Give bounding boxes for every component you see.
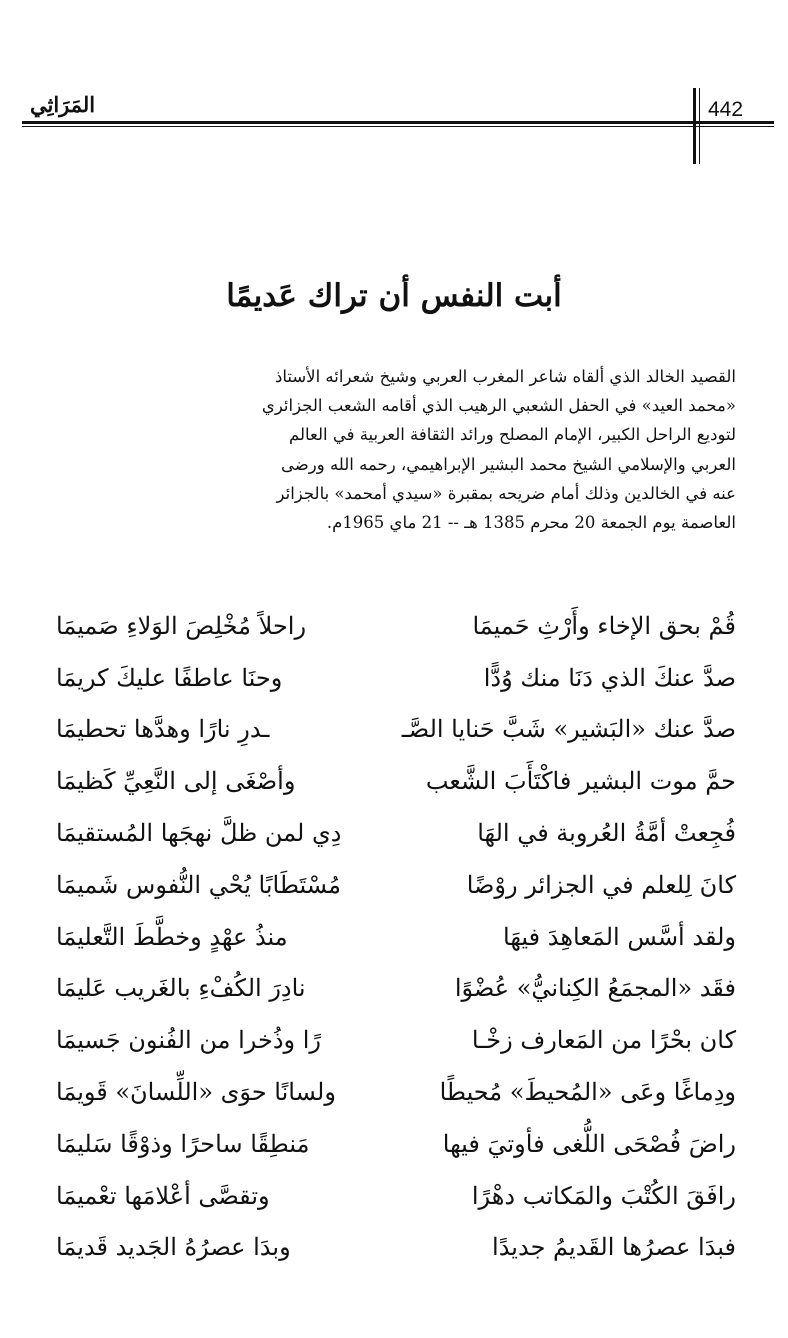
verse <box>56 911 736 963</box>
verse-first-hemistich: كان بحْرًا من المَعارف زخْـا <box>471 1026 736 1055</box>
verse-first-hemistich: ودِماغًا وعَى «المُحيطَ» مُحيطًا <box>439 1078 736 1107</box>
verse-first-hemistich: رافَقَ الكُتْبَ والمَكاتب دهْرًا <box>471 1181 736 1210</box>
intro-line: عنه في الخالدين وذلك أمام ضريحه بمقبرة «سيدي أمحمد» بالجزائر <box>276 483 736 503</box>
verse <box>56 859 736 911</box>
intro-line: لتوديع الراحل الكبير، الإمام المصلح ورائد الثقافة العربية في العالم <box>288 425 736 445</box>
verse <box>56 807 736 859</box>
verse-second-hemistich: ولسانًا حوَى «اللِّسانَ» قَويمَا <box>56 1078 336 1107</box>
verse <box>56 1170 736 1222</box>
verse <box>56 1066 736 1118</box>
verse <box>56 704 736 756</box>
poem-introduction <box>46 362 736 537</box>
header-vertical-rule-thick <box>693 88 696 164</box>
verse-second-hemistich: مُسْتَطَابًا يُحْي النُّفوس شَميمَا <box>56 870 342 899</box>
verse <box>56 652 736 704</box>
header-rule-thick <box>22 121 774 124</box>
poem-verses <box>56 600 736 1273</box>
verse-second-hemistich: وتقصَّى أعْلامَها تعْميمَا <box>56 1181 270 1210</box>
page-number: 442 <box>708 98 744 121</box>
header-rule-thin <box>22 126 774 127</box>
verse-first-hemistich: صدَّ عنك «البَشير» شَبَّ حَنايا الصَّـ <box>401 715 736 744</box>
verse-first-hemistich: فبدَا عصرُها القَديمُ جديدًا <box>492 1233 736 1262</box>
verse-second-hemistich: منذُ عهْدٍ وخطَّطَ التَّعليمَا <box>56 922 288 951</box>
verse-second-hemistich: دِي لمن ظلَّ نهجَها المُستقيمَا <box>56 819 342 848</box>
poem-title: أبت النفس أن تراك عَديمًا <box>226 278 562 314</box>
verse-first-hemistich: ولقد أسَّس المَعاهِدَ فيهَا <box>503 922 736 951</box>
verse <box>56 600 736 652</box>
verse <box>56 1118 736 1170</box>
verse-second-hemistich: وحنَا عاطفًا عليكَ كريمَا <box>56 663 283 692</box>
verse <box>56 1014 736 1066</box>
verse-second-hemistich: مَنطِقًا ساحرًا وذوْقًا سَليمَا <box>56 1129 310 1158</box>
verse-first-hemistich: حمَّ موت البشير فاكْتَأَبَ الشَّعب <box>425 767 736 796</box>
verse-first-hemistich: فقَد «المجمَعُ الكِنانيُّ» عُضْوًا <box>454 974 736 1003</box>
verse-first-hemistich: قُمْ بحق الإخاء وأَرْثِ حَميمَا <box>472 611 736 640</box>
verse-second-hemistich: راحلاً مُخْلِصَ الوَلاءِ صَميمَا <box>56 611 307 640</box>
verse-second-hemistich: ـدرِ نارًا وهدَّها تحطيمَا <box>56 715 270 744</box>
verse-second-hemistich: نادِرَ الكُفْءِ بالغَريب عَليمَا <box>56 974 306 1003</box>
verse-second-hemistich: رًا وذُخرا من الفُنون جَسيمَا <box>56 1026 321 1055</box>
verse-first-hemistich: فُجِعتْ أمَّةُ العُروبة في الهَا <box>477 819 736 848</box>
verse <box>56 755 736 807</box>
verse-first-hemistich: صدَّ عنكَ الذي دَنَا منك وُدًّا <box>483 663 736 692</box>
section-title: المَرَاثِي <box>30 92 96 117</box>
verse <box>56 1222 736 1274</box>
verse-second-hemistich: وأصْغَى إلى النَّعِيِّ كَظيمَا <box>56 767 296 796</box>
verse-first-hemistich: كانَ لِلعلم في الجزائر روْضًا <box>466 870 736 899</box>
verse <box>56 963 736 1015</box>
intro-line: العاصمة يوم الجمعة 20 محرم 1385 هـ -- 21 ماي 1965م. <box>326 513 736 533</box>
header-vertical-rule-thin <box>699 88 700 164</box>
verse-second-hemistich: وبدَا عصرُهُ الجَديد قَديمَا <box>56 1233 291 1262</box>
intro-line: «محمد العيد» في الحفل الشعبي الرهيب الذي أقامه الشعب الجزائري <box>261 396 736 416</box>
intro-line: العربي والإسلامي الشيخ محمد البشير الإبراهيمي، رحمه الله ورضى <box>281 454 736 474</box>
verse-first-hemistich: راضَ فُصْحَى اللُّغى فأوتيَ فيها <box>442 1129 736 1158</box>
intro-line: القصيد الخالد الذي ألقاه شاعر المغرب العربي وشيخ شعرائه الأستاذ <box>275 367 736 386</box>
